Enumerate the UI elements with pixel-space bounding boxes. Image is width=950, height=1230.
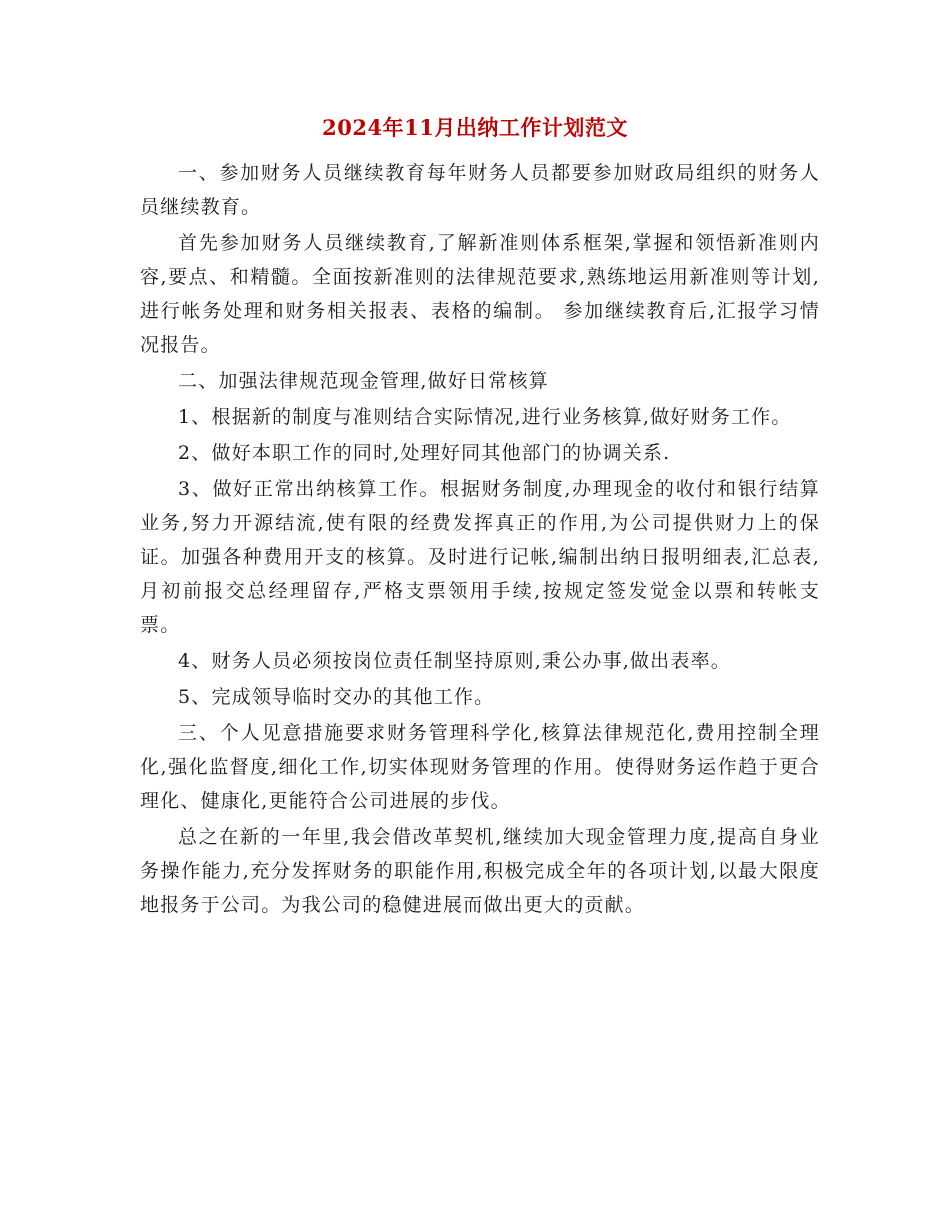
paragraph-item-5: 5、完成领导临时交办的其他工作。 (178, 686, 495, 708)
paragraph-item-4: 4、财务人员必须按岗位责任制坚持原则,秉公办事,做出表率。 (178, 650, 731, 672)
document-title: 2024年11月出纳工作计划范文 (322, 115, 628, 140)
paragraph-conclusion: 总之在新的一年里,我会借改革契机,继续加大现金管理力度,提高自身业务操作能力,充分发挥财务的职能作用,积极完成全年的各项计划,以最大限度地报务于公司。为我公司的稳健进展而做出更大的贡献。 (140, 826, 820, 916)
paragraph-item-2: 2、做好本职工作的同时,处理好同其他部门的协调关系. (178, 442, 671, 464)
paragraph-continuing-education: 首先参加财务人员继续教育,了解新准则体系框架,掌握和领悟新准则内容,要点、和精髓。全面按新准则的法律规范要求,熟练地运用新准则等计划,进行帐务处理和财务相关报表、表格的编制。 参加继续教育后,汇报学习情况报告。 (140, 232, 820, 356)
document-body (140, 156, 820, 924)
paragraph-section-2: 二、加强法律规范现金管理,做好日常核算 (178, 370, 549, 392)
paragraph-item-1: 1、根据新的制度与准则结合实际情况,进行业务核算,做好财务工作。 (178, 406, 792, 428)
paragraph-item-3: 3、做好正常出纳核算工作。根据财务制度,办理现金的收付和银行结算业务,努力开源结流,使有限的经费发挥真正的作用,为公司提供财力上的保证。加强各种费用开支的核算。及时进行记帐,编制出纳日报明细表,汇总表,月初前报交总经理留存,严格支票领用手续,按规定签发觉金以票和转帐支票。 (140, 478, 820, 636)
paragraph-section-1: 一、参加财务人员继续教育每年财务人员都要参加财政局组织的财务人员继续教育。 (140, 162, 820, 218)
paragraph-section-3: 三、个人见意措施要求财务管理科学化,核算法律规范化,费用控制全理化,强化监督度,细化工作,切实体现财务管理的作用。使得财务运作趋于更合理化、健康化,更能符合公司进展的步伐。 (140, 722, 820, 812)
